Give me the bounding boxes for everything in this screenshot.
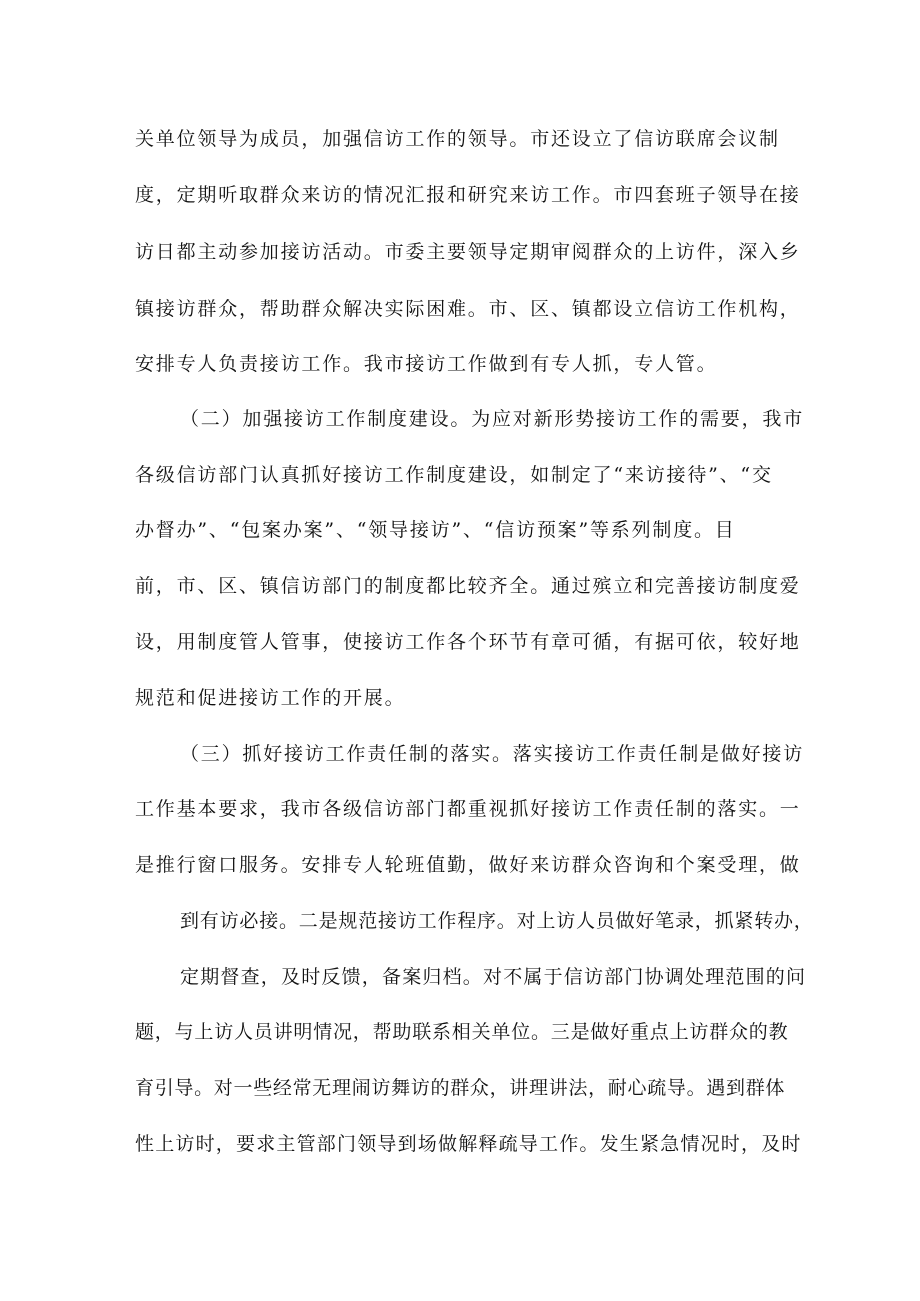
text-line-1: 关单位领导为成员，加强信访工作的领导。市还设立了信访联席会议制 — [135, 128, 780, 150]
text-line-8: 办督办”、“包案办案”、“领导接访”、“信访预案”等系列制度。目 — [135, 519, 736, 541]
text-line-10: 设，用制度管人管事，使接访工作各个环节有章可循，有据可依，较好地 — [135, 631, 801, 653]
text-line-13: 工作基本要求，我市各级信访部门都重视抓好接访工作责任制的落实。一 — [135, 798, 801, 820]
text-line-16: 定期督查，及时反馈，备案归档。对不属于信访部门协调处理范围的问 — [180, 966, 807, 988]
text-line-12: （三）抓好接访工作责任制的落实。落实接访工作责任制是做好接访 — [180, 743, 805, 765]
text-line-2: 度，定期听取群众来访的情况汇报和研究来访工作。市四套班子领导在接 — [135, 184, 801, 206]
text-line-5: 安排专人负责接访工作。我市接访工作做到有专人抓，专人管。 — [135, 353, 718, 375]
text-line-15: 到有访必接。二是规范接访工作程序。对上访人员做好笔录，抓紧转办， — [180, 910, 814, 932]
text-line-11: 规范和促进接访工作的开展。 — [135, 687, 406, 709]
text-line-3: 访日都主动参加接访活动。市委主要领导定期审阅群众的上访件，深入乡 — [135, 241, 801, 263]
text-line-17: 题，与上访人员讲明情况，帮助联系相关单位。三是做好重点上访群众的教 — [135, 1021, 789, 1043]
text-line-9: 前，市、区、镇信访部门的制度都比较齐全。通过殡立和完善接访制度爱 — [135, 575, 801, 597]
text-line-7: 各级信访部门认真抓好接访工作制度建设，如制定了“来访接待”、“交 — [135, 464, 773, 486]
text-line-14: 是推行窗口服务。安排专人轮班值勤，做好来访群众咨询和个案受理，做 — [135, 854, 801, 876]
text-line-4: 镇接访群众，帮助群众解决实际困难。市、区、镇都设立信访工作机构， — [135, 298, 801, 320]
text-line-18: 育引导。对一些经常无理闹访舞访的群众，讲理讲法，耐心疏导。遇到群体 — [135, 1077, 786, 1099]
text-line-19: 性上访时，要求主管部门领导到场做解释疏导工作。发生紧急情况时，及时 — [135, 1133, 802, 1155]
text-line-6: （二）加强接访工作制度建设。为应对新形势接访工作的需要，我市 — [180, 408, 805, 430]
